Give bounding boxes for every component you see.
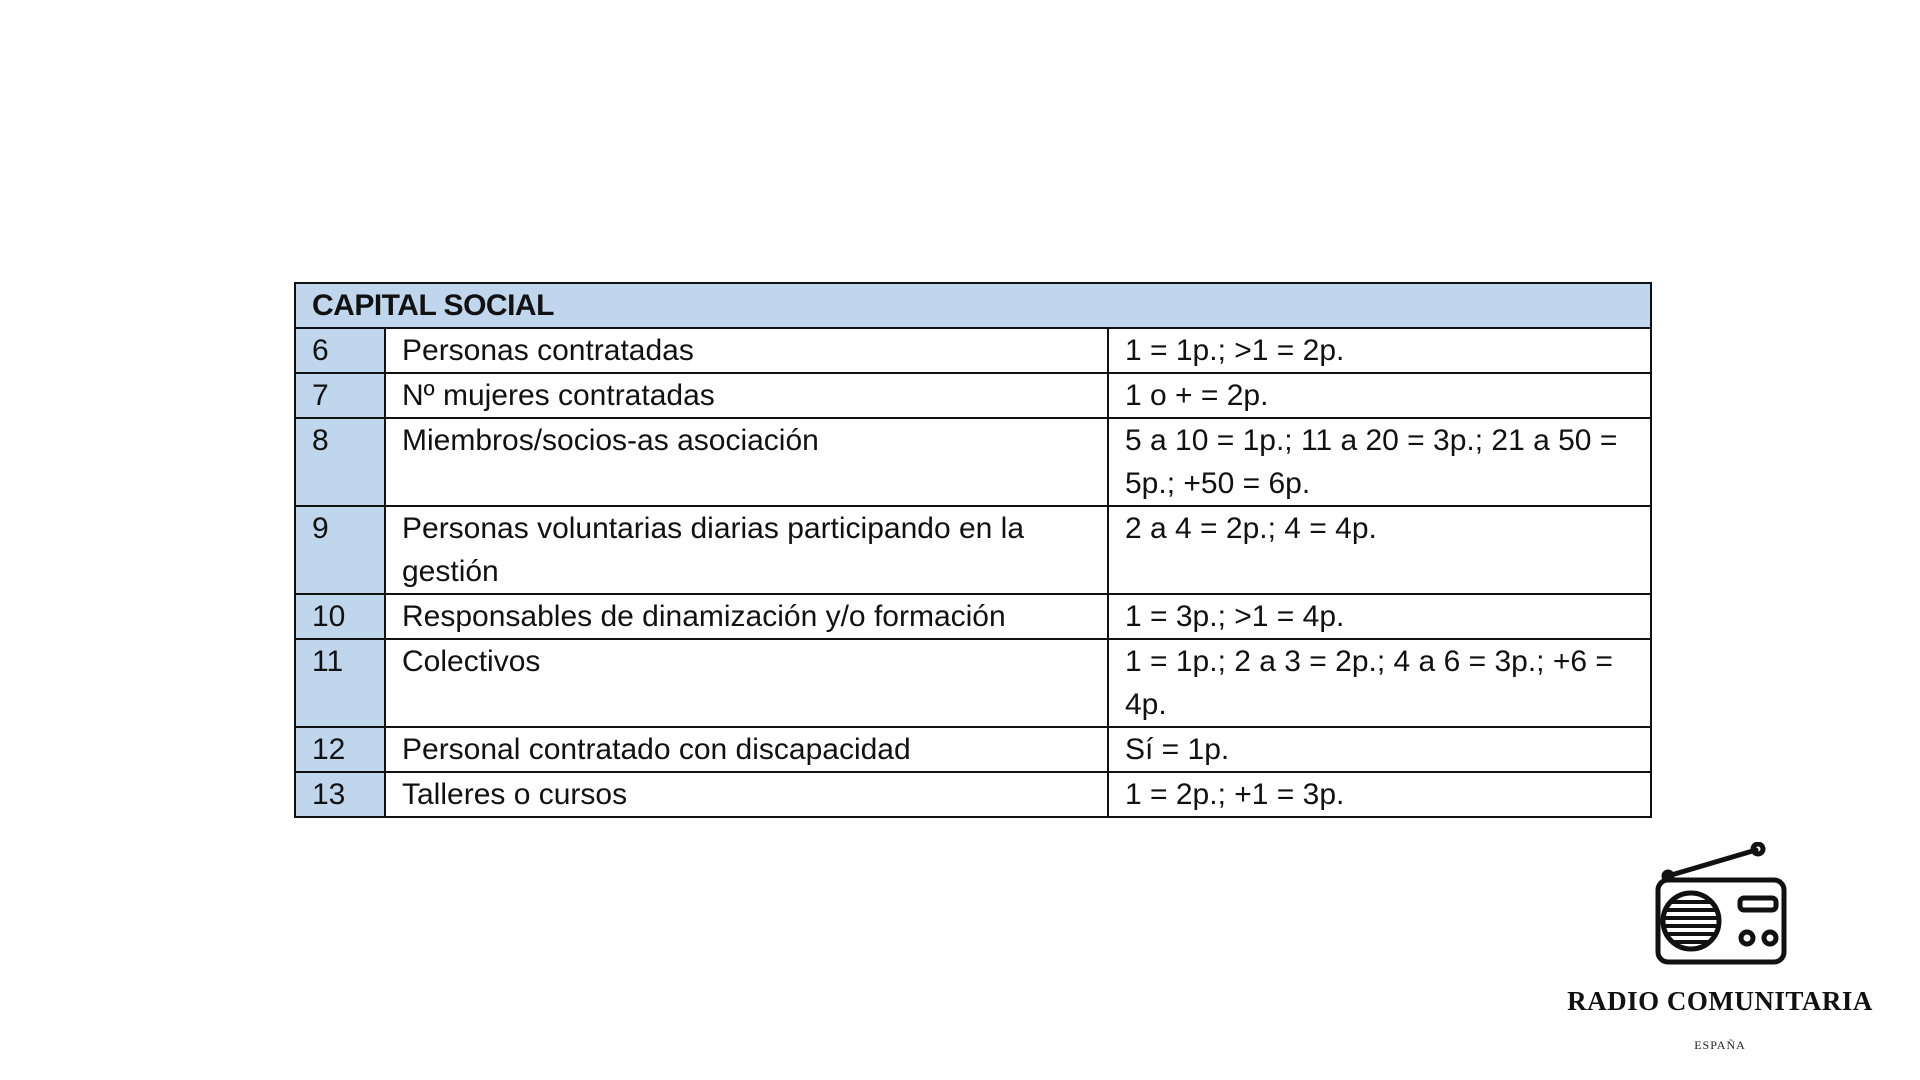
row-score: 1 = 2p.; +1 = 3p. <box>1108 772 1651 817</box>
row-description: Personas contratadas <box>385 328 1108 373</box>
row-score: 1 = 1p.; 2 a 3 = 2p.; 4 a 6 = 3p.; +6 = 4p. <box>1108 639 1651 727</box>
row-number: 9 <box>295 506 385 594</box>
row-number: 11 <box>295 639 385 727</box>
row-number: 7 <box>295 373 385 418</box>
table-title: CAPITAL SOCIAL <box>295 283 1651 328</box>
row-description: Personas voluntarias diarias participando en la gestión <box>385 506 1108 594</box>
table-row <box>295 373 1651 418</box>
brand-name: RADIO COMUNITARIA <box>1567 986 1873 1016</box>
capital-social-table <box>294 282 1652 818</box>
row-description: Personal contratado con discapacidad <box>385 727 1108 772</box>
row-score: 5 a 10 = 1p.; 11 a 20 = 3p.; 21 a 50 = 5p.; +50 = 6p. <box>1108 418 1651 506</box>
row-description: Responsables de dinamización y/o formación <box>385 594 1108 639</box>
brand-logo <box>1560 838 1880 1068</box>
table-row <box>295 727 1651 772</box>
table-row <box>295 418 1651 506</box>
row-number: 12 <box>295 727 385 772</box>
table-row <box>295 772 1651 817</box>
table-row <box>295 506 1651 594</box>
row-description: Colectivos <box>385 639 1108 727</box>
table-row <box>295 639 1651 727</box>
brand-subtitle: ESPAÑA <box>1694 1038 1746 1052</box>
row-score: 2 a 4 = 2p.; 4 = 4p. <box>1108 506 1651 594</box>
row-score: 1 = 3p.; >1 = 4p. <box>1108 594 1651 639</box>
row-number: 13 <box>295 772 385 817</box>
table-row <box>295 594 1651 639</box>
radio-icon <box>1648 842 1788 966</box>
row-number: 8 <box>295 418 385 506</box>
row-score: Sí = 1p. <box>1108 727 1651 772</box>
row-score: 1 o + = 2p. <box>1108 373 1651 418</box>
row-description: Miembros/socios-as asociación <box>385 418 1108 506</box>
row-number: 10 <box>295 594 385 639</box>
row-description: Nº mujeres contratadas <box>385 373 1108 418</box>
table-row <box>295 328 1651 373</box>
row-number: 6 <box>295 328 385 373</box>
row-description: Talleres o cursos <box>385 772 1108 817</box>
table-title-row <box>295 283 1651 328</box>
row-score: 1 = 1p.; >1 = 2p. <box>1108 328 1651 373</box>
